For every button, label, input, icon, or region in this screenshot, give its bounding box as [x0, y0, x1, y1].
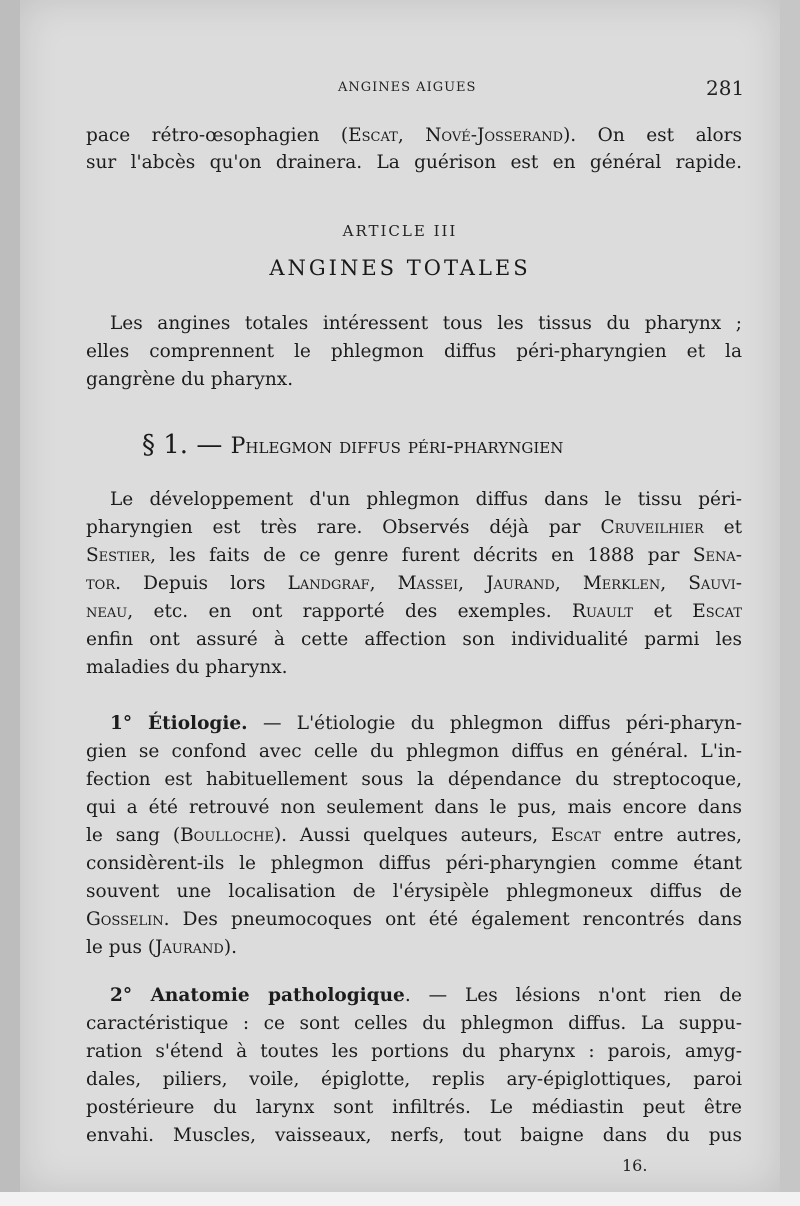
subsection-heading: 1° Étiologie.: [110, 713, 248, 734]
text-line: 2° Anatomie pathologique. — Les lésions n'ont rien de: [110, 985, 742, 1006]
text-line: tor. Depuis lors Landgraf, Massei, Jaurand, Merklen, Sauvi-: [86, 573, 743, 594]
text-line: caractéristique : ce sont celles du phlegmon diffus. La suppu-: [86, 1013, 742, 1034]
article-label: ARTICLE III: [342, 222, 458, 240]
text-line: Sestier, les faits de ce genre furent décrits en 1888 par Sena-: [86, 545, 742, 566]
text-line: fection est habituellement sous la dépendance du streptocoque,: [86, 769, 742, 790]
text-line: souvent une localisation de l'érysipèle phlegmoneux diffus de: [86, 881, 742, 902]
text-line: pharyngien est très rare. Observés déjà par Cruveilhier et: [86, 517, 743, 538]
running-header: ANGINES AIGUES: [338, 80, 477, 95]
text-line: maladies du pharynx.: [86, 657, 288, 678]
text-line: enfin ont assuré à cette affection son individualité parmi les: [86, 629, 742, 650]
text-line: elles comprennent le phlegmon diffus péri-pharyngien et la: [86, 341, 742, 362]
text-line: ration s'étend à toutes les portions du pharynx : parois, amyg-: [86, 1041, 742, 1062]
subsection-heading: 2° Anatomie pathologique: [110, 985, 405, 1006]
text-line: envahi. Muscles, vaisseaux, nerfs, tout baigne dans du pus: [86, 1125, 742, 1146]
scan-left-margin: [0, 0, 20, 1192]
scan-bottom-margin: [0, 1192, 800, 1206]
article-title: ANGINES TOTALES: [269, 256, 531, 280]
text-line: le pus (Jaurand).: [86, 937, 237, 958]
text-line: Le développement d'un phlegmon diffus dans le tissu péri-: [110, 489, 742, 510]
page-number: 281: [706, 76, 745, 100]
text-line: dales, piliers, voile, épiglotte, replis ary-épiglottiques, paroi: [86, 1069, 742, 1090]
text-line: gien se confond avec celle du phlegmon diffus en général. L'in-: [86, 741, 742, 762]
section-heading: § 1. — Phlegmon diffus péri-pharyngien: [142, 430, 564, 460]
text-line: neau, etc. en ont rapporté des exemples. Ruault et Escat: [86, 601, 742, 622]
text-line: gangrène du pharynx.: [86, 369, 294, 390]
signature-mark: 16.: [622, 1156, 648, 1175]
text-line: 1° Étiologie. — L'étiologie du phlegmon diffus péri-pharyn-: [110, 713, 742, 734]
text-line: qui a été retrouvé non seulement dans le pus, mais encore dans: [86, 797, 742, 818]
text-line: Les angines totales intéressent tous les tissus du pharynx ;: [110, 313, 742, 334]
text-line: Gosselin. Des pneumocoques ont été également rencontrés dans: [86, 909, 742, 930]
text-line: postérieure du larynx sont infiltrés. Le médiastin peut être: [86, 1097, 742, 1118]
text-line: le sang (Boulloche). Aussi quelques auteurs, Escat entre autres,: [86, 825, 742, 846]
text-line: pace rétro-œsophagien (Escat, Nové-Josserand). On est alors: [86, 125, 742, 146]
scan-right-margin: [780, 0, 800, 1192]
text-line: considèrent-ils le phlegmon diffus péri-pharyngien comme étant: [86, 853, 742, 874]
text-line: sur l'abcès qu'on drainera. La guérison est en général rapide.: [86, 152, 742, 173]
